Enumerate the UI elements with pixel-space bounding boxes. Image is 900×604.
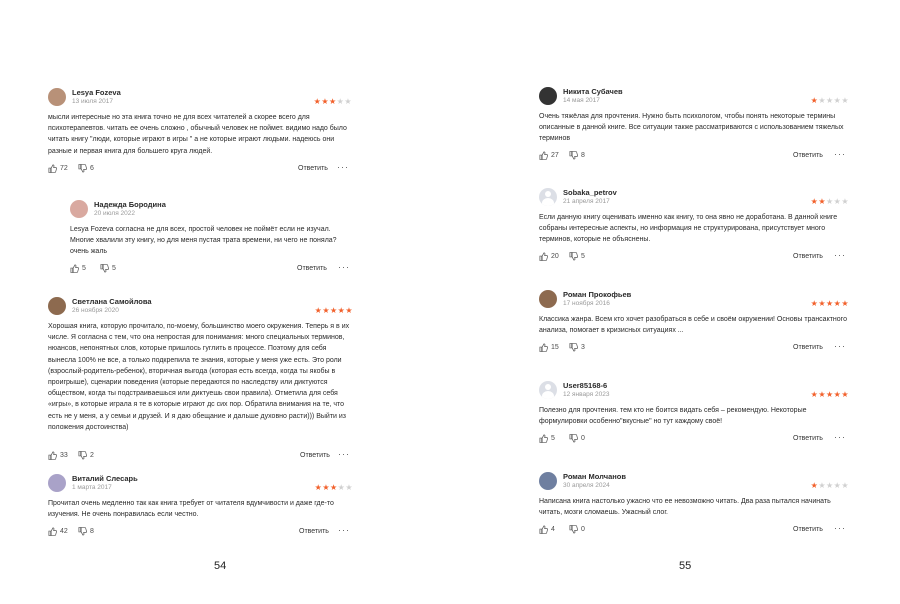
star-filled-icon: ★ — [314, 306, 323, 315]
more-icon[interactable]: ··· — [834, 432, 846, 442]
thumbs-down-icon — [78, 527, 87, 536]
review-card — [48, 297, 353, 463]
thumbs-up-icon — [539, 151, 548, 160]
dislike-button[interactable] — [569, 343, 585, 352]
right-page — [450, 0, 900, 604]
review-card — [539, 87, 849, 163]
thumbs-up-icon — [539, 343, 548, 352]
like-count: 72 — [60, 165, 68, 172]
star-filled-icon: ★ — [810, 481, 819, 490]
dislike-button[interactable] — [569, 525, 585, 534]
star-filled-icon: ★ — [841, 390, 849, 399]
star-empty-icon: ★ — [337, 483, 346, 492]
review-author: Виталий Слесарь — [72, 474, 138, 483]
review-date: 13 июля 2017 — [72, 98, 113, 105]
star-filled-icon: ★ — [825, 390, 834, 399]
dislike-button[interactable] — [78, 527, 94, 536]
page-number: 54 — [214, 560, 227, 572]
star-empty-icon: ★ — [833, 197, 842, 206]
star-filled-icon: ★ — [314, 483, 323, 492]
thumbs-up-icon — [539, 525, 548, 534]
reply-button[interactable]: Ответить — [793, 344, 823, 351]
review-card — [539, 290, 849, 355]
review-card — [539, 188, 849, 264]
reply-button[interactable]: Ответить — [297, 265, 327, 272]
star-filled-icon: ★ — [810, 197, 819, 206]
like-button[interactable] — [539, 252, 559, 261]
rating-stars — [811, 300, 849, 308]
more-icon[interactable]: ··· — [337, 162, 349, 172]
dislike-count: 5 — [112, 265, 116, 272]
review-text: Очень тяжёлая для прочтения. Нужно быть психологом, чтобы понять некоторые термины описанные в данной книге. Все ситуации также рассматриваются с использованием тяжелых терминов — [539, 113, 844, 143]
star-empty-icon: ★ — [833, 481, 842, 490]
review-author: Sobaka_petrov — [563, 188, 617, 197]
avatar — [539, 188, 557, 206]
like-count: 15 — [551, 344, 559, 351]
like-button[interactable] — [539, 434, 555, 443]
thumbs-up-icon — [48, 527, 57, 536]
review-reply-card — [70, 200, 350, 276]
star-filled-icon: ★ — [322, 306, 330, 315]
like-count: 5 — [551, 435, 555, 442]
star-empty-icon: ★ — [841, 481, 849, 490]
more-icon[interactable]: ··· — [338, 525, 350, 535]
star-filled-icon: ★ — [833, 299, 842, 308]
review-text: Lesya Fozeva согласна не для всех, простой человек не поймёт если не изучал. Многие хвалили эту книгу, но для меня пустая трата времени, ни чего не поняла?очень жаль — [70, 226, 337, 256]
star-empty-icon: ★ — [344, 97, 352, 106]
avatar — [539, 381, 557, 399]
dislike-count: 0 — [581, 435, 585, 442]
page-number: 55 — [679, 560, 692, 572]
avatar — [539, 290, 557, 308]
star-empty-icon: ★ — [336, 97, 345, 106]
star-empty-icon: ★ — [825, 197, 834, 206]
star-filled-icon: ★ — [825, 299, 834, 308]
star-filled-icon: ★ — [329, 483, 338, 492]
thumbs-down-icon — [78, 451, 87, 460]
review-date: 12 января 2023 — [563, 391, 610, 398]
more-icon[interactable]: ··· — [834, 250, 846, 260]
star-filled-icon: ★ — [810, 299, 819, 308]
avatar — [539, 87, 557, 105]
dislike-count: 6 — [90, 165, 94, 172]
review-date: 20 июля 2022 — [94, 210, 135, 217]
star-filled-icon: ★ — [810, 390, 819, 399]
star-empty-icon: ★ — [818, 96, 826, 105]
dislike-count: 0 — [581, 526, 585, 533]
review-text: Прочитал очень медленно так как книга требует от читателя вдумчивости и даже где-то изучения. Не очень понравилась если честно. — [48, 500, 334, 519]
star-filled-icon: ★ — [833, 390, 842, 399]
review-author: Надежда Бородина — [94, 200, 166, 209]
rating-stars — [315, 484, 353, 492]
star-filled-icon: ★ — [321, 97, 329, 106]
star-filled-icon: ★ — [328, 97, 337, 106]
star-filled-icon: ★ — [841, 299, 849, 308]
reply-button[interactable]: Ответить — [793, 152, 823, 159]
like-button[interactable] — [539, 343, 559, 352]
review-text: Хорошая книга, которую прочитало, по-моему, большинство моего окружения. Теперь я в их числе. Я согласна с тем, что она непростая для понимания: много специальных терминов, нюансов, непонятных слов, которые пришлось гуглить в процессе. Поэтому для себя вынесла 100% не все, а только подкрепила те знания, которые у меня уже есть. Это роли (взрослый-родитель-ребенок), вторичная выгода (которая есть всегда, когда ты якобы в проигрыше), сценарии поведения (которые передаются по наследству или диктуются обществом, когда ты подстраиваешься или диктуешь свои правила). Отметила для себя «игры», в которые играла я те в которые играют дс сих пор. Обратила внимания на те, что есть не у меня, а у семьи и друзей. И я даю обещание и дальше духовно расти))) Выйти из положения достоинства) — [48, 323, 350, 431]
review-date: 17 ноября 2016 — [563, 300, 610, 307]
like-button[interactable] — [48, 451, 68, 460]
like-button[interactable] — [48, 164, 68, 173]
review-text: Классика жанра. Всем кто хочет разобраться в себе и своём окружении! Основы трансактного анализа, помогает в кризисных ситуациях ... — [539, 316, 847, 335]
dislike-button[interactable] — [100, 264, 116, 273]
star-filled-icon: ★ — [337, 306, 346, 315]
thumbs-down-icon — [78, 164, 87, 173]
review-author: Светлана Самойлова — [72, 297, 152, 306]
star-empty-icon: ★ — [825, 96, 834, 105]
dislike-button[interactable] — [78, 164, 94, 173]
reply-button[interactable]: Ответить — [298, 165, 328, 172]
thumbs-up-icon — [48, 164, 57, 173]
more-icon[interactable]: ··· — [834, 149, 846, 159]
like-count: 4 — [551, 526, 555, 533]
review-date: 14 мая 2017 — [563, 97, 600, 104]
dislike-button[interactable] — [569, 252, 585, 261]
avatar — [48, 297, 66, 315]
star-empty-icon: ★ — [825, 481, 834, 490]
star-filled-icon: ★ — [818, 390, 826, 399]
review-date: 26 ноября 2020 — [72, 307, 119, 314]
review-date: 30 апреля 2024 — [563, 482, 610, 489]
dislike-count: 2 — [90, 452, 94, 459]
star-filled-icon: ★ — [345, 306, 353, 315]
thumbs-down-icon — [569, 434, 578, 443]
like-button[interactable] — [70, 264, 86, 273]
review-card — [539, 472, 849, 537]
thumbs-down-icon — [569, 252, 578, 261]
like-count: 27 — [551, 152, 559, 159]
review-text: Если данную книгу оценивать именно как книгу, то она явно не доработана. В данной книге собраны интересные аспекты, но информация не структурирована, присутствует много терминов, которые не объяснены. — [539, 214, 838, 244]
star-filled-icon: ★ — [818, 299, 826, 308]
like-button[interactable] — [539, 151, 559, 160]
like-button[interactable] — [539, 525, 555, 534]
more-icon[interactable]: ··· — [338, 449, 350, 459]
star-empty-icon: ★ — [345, 483, 353, 492]
reply-button[interactable]: Ответить — [300, 452, 330, 459]
star-empty-icon: ★ — [841, 197, 849, 206]
review-author: Роман Молчанов — [563, 472, 626, 481]
reply-button[interactable]: Ответить — [299, 528, 329, 535]
review-card — [48, 88, 352, 176]
thumbs-down-icon — [569, 151, 578, 160]
dislike-count: 8 — [90, 528, 94, 535]
star-empty-icon: ★ — [833, 96, 842, 105]
dislike-count: 5 — [581, 253, 585, 260]
dislike-count: 3 — [581, 344, 585, 351]
review-text: мысли интересные но эта книга точно не для всех читателей а скорее всего для психотерапевтов. читать ее очень сложно , обычный человек не поймет. видимо надо было читать книгу "люди, которые играют в игры " а не которые играют людьми. надеюсь они разные и первая книга для большего круга людей. — [48, 114, 347, 155]
review-card — [48, 474, 353, 539]
star-filled-icon: ★ — [322, 483, 330, 492]
dislike-button[interactable] — [569, 151, 585, 160]
review-text: Полезно для прочтения. тем кто не боится видать себя – рекомендую. Некоторые формулировки особенно"вкусные" но тут каждому своё! — [539, 407, 807, 426]
thumbs-up-icon — [70, 264, 79, 273]
dislike-button[interactable] — [78, 451, 94, 460]
thumbs-up-icon — [539, 252, 548, 261]
avatar — [70, 200, 88, 218]
avatar — [48, 88, 66, 106]
reply-button[interactable]: Ответить — [793, 253, 823, 260]
like-count: 42 — [60, 528, 68, 535]
avatar — [48, 474, 66, 492]
rating-stars — [811, 97, 849, 105]
star-filled-icon: ★ — [329, 306, 338, 315]
thumbs-up-icon — [539, 434, 548, 443]
like-count: 33 — [60, 452, 68, 459]
thumbs-down-icon — [569, 525, 578, 534]
thumbs-down-icon — [100, 264, 109, 273]
star-filled-icon: ★ — [810, 96, 819, 105]
more-icon[interactable]: ··· — [834, 341, 846, 351]
dislike-button[interactable] — [569, 434, 585, 443]
star-empty-icon: ★ — [818, 481, 826, 490]
rating-stars — [811, 391, 849, 399]
review-date: 1 марта 2017 — [72, 484, 112, 491]
review-author: User85168-6 — [563, 381, 608, 390]
review-author: Роман Прокофьев — [563, 290, 632, 299]
like-count: 20 — [551, 253, 559, 260]
star-filled-icon: ★ — [818, 197, 826, 206]
dislike-count: 8 — [581, 152, 585, 159]
thumbs-down-icon — [569, 343, 578, 352]
rating-stars — [811, 198, 849, 206]
thumbs-up-icon — [48, 451, 57, 460]
star-empty-icon: ★ — [841, 96, 849, 105]
like-count: 5 — [82, 265, 86, 272]
like-button[interactable] — [48, 527, 68, 536]
review-author: Lesya Fozeva — [72, 88, 121, 97]
more-icon[interactable]: ··· — [834, 523, 846, 533]
rating-stars — [811, 482, 849, 490]
reply-button[interactable]: Ответить — [793, 526, 823, 533]
rating-stars — [314, 98, 352, 106]
reply-button[interactable]: Ответить — [793, 435, 823, 442]
review-text: Написана книга настолько ужасно что ее невозможно читать. Два раза пытался начинать читать, мозги сломаешь. Ужасный слог. — [539, 498, 831, 517]
more-icon[interactable]: ··· — [338, 262, 350, 272]
star-filled-icon: ★ — [313, 97, 322, 106]
review-author: Никита Субачев — [563, 87, 623, 96]
review-date: 21 апреля 2017 — [563, 198, 610, 205]
rating-stars — [315, 307, 353, 315]
avatar — [539, 472, 557, 490]
review-card — [539, 381, 849, 446]
